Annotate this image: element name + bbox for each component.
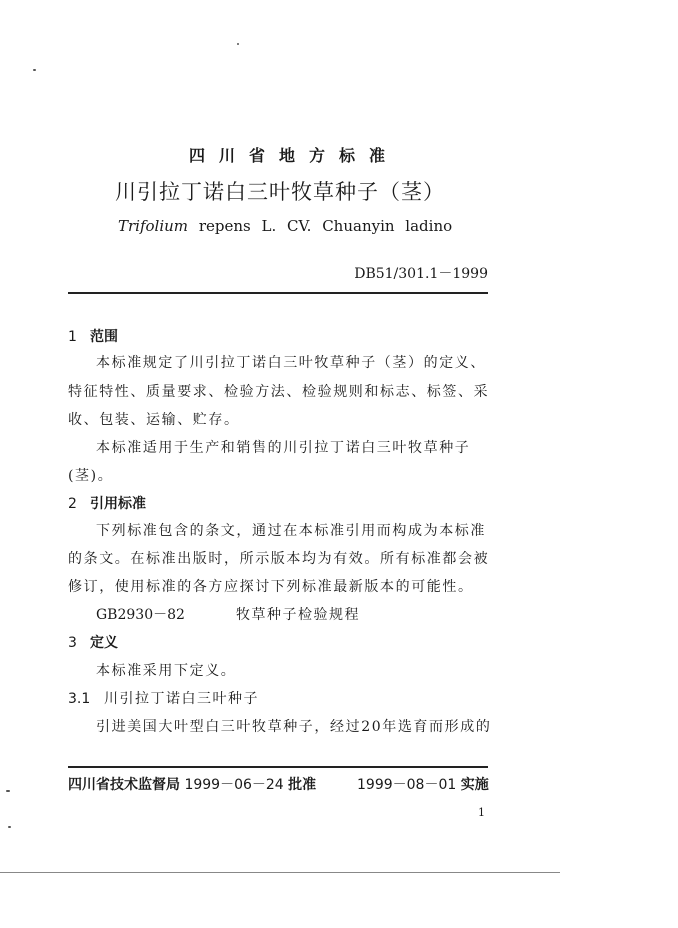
paragraph-line: (茎)。 bbox=[68, 468, 114, 484]
implement-label: 实施 bbox=[460, 777, 489, 793]
scan-speck bbox=[6, 790, 10, 792]
section-number: 1 bbox=[68, 329, 77, 345]
section-title: 引用标准 bbox=[90, 496, 146, 512]
standard-type: 四川省地方标准 bbox=[188, 146, 399, 165]
section-number: 2 bbox=[68, 496, 77, 512]
section-number: 3.1 bbox=[68, 691, 91, 707]
section-title: 范围 bbox=[90, 329, 118, 345]
approval-info bbox=[68, 774, 316, 794]
footer-rule bbox=[68, 766, 488, 768]
latin-title bbox=[118, 217, 452, 235]
paragraph-line: 特征特性、质量要求、检验方法、检验规则和标志、标签、采 bbox=[68, 384, 490, 400]
scan-speck bbox=[237, 43, 239, 45]
document-title: 川引拉丁诺白三叶牧草种子（茎） bbox=[115, 180, 445, 204]
paragraph-line: 修订，使用标准的各方应探讨下列标准最新版本的可能性。 bbox=[68, 579, 474, 595]
page-number: 1 bbox=[478, 806, 485, 819]
approve-label: 批准 bbox=[288, 777, 317, 793]
latin-genus: Trifolium bbox=[118, 217, 189, 235]
section-title: 定义 bbox=[90, 635, 118, 651]
scan-edge-line bbox=[0, 872, 560, 873]
latin-rest: repens L. CV. Chuanyin ladino bbox=[198, 217, 453, 235]
paragraph-line: 引进美国大叶型白三叶牧草种子，经过20年选育而形成的 bbox=[96, 719, 492, 735]
paragraph-line: 下列标准包含的条文，通过在本标准引用而构成为本标准 bbox=[96, 523, 486, 539]
issuer: 四川省技术监督局 bbox=[68, 777, 180, 793]
section-3-heading bbox=[68, 632, 118, 652]
implement-date: 1999－08－01 bbox=[357, 777, 457, 793]
section-number: 3 bbox=[68, 635, 77, 651]
scan-speck bbox=[33, 69, 36, 71]
scan-speck bbox=[8, 826, 11, 828]
approve-date: 1999－06－24 bbox=[184, 777, 284, 793]
section-2-heading bbox=[68, 493, 146, 513]
reference-code: GB2930－82 bbox=[96, 607, 185, 623]
reference-title: 牧草种子检验规程 bbox=[236, 607, 360, 623]
standard-code: DB51/301.1－1999 bbox=[354, 266, 488, 282]
implementation-info bbox=[357, 774, 489, 794]
paragraph-line: 本标准规定了川引拉丁诺白三叶牧草种子（茎）的定义、 bbox=[96, 355, 486, 371]
paragraph-line: 本标准适用于生产和销售的川引拉丁诺白三叶牧草种子 bbox=[96, 440, 471, 456]
paragraph-line: 的条文。在标准出版时，所示版本均为有效。所有标准都会被 bbox=[68, 551, 490, 567]
paragraph-line: 收、包装、运输、贮存。 bbox=[68, 412, 240, 428]
section-1-heading bbox=[68, 326, 118, 346]
section-title: 川引拉丁诺白三叶种子 bbox=[104, 691, 259, 707]
header-rule bbox=[68, 292, 488, 294]
paragraph-line: 本标准采用下定义。 bbox=[96, 663, 237, 679]
section-3-1-heading bbox=[68, 688, 259, 708]
